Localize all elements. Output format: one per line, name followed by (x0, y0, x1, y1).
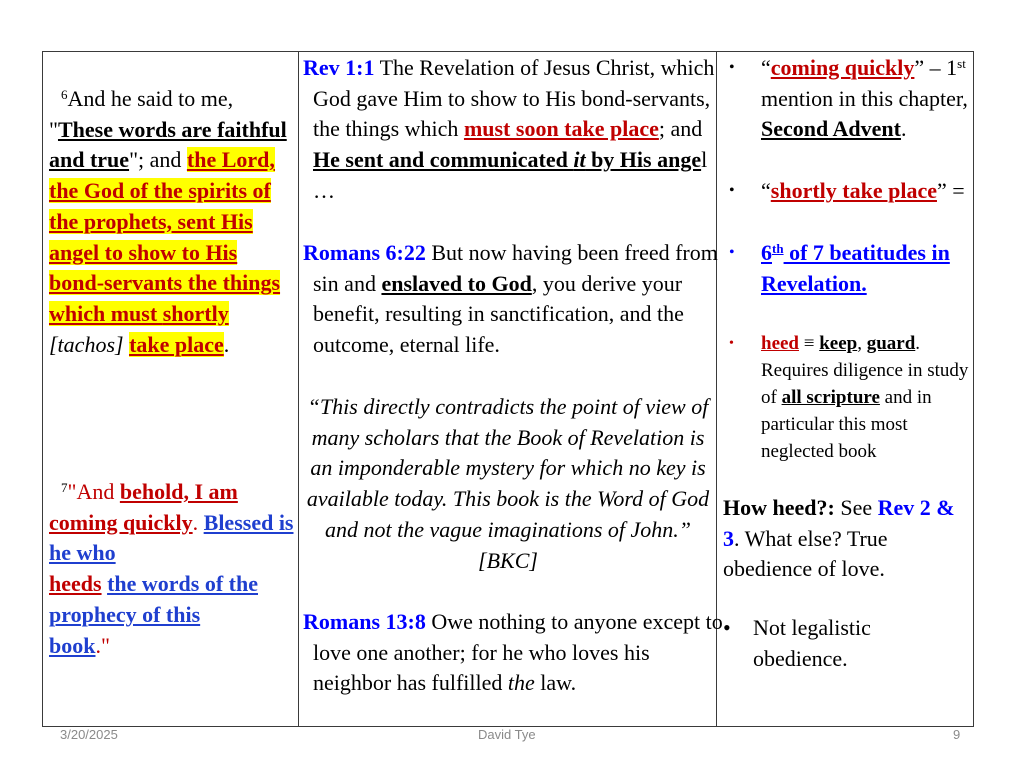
note-shortly-take-place: • “shortly take place” = (723, 176, 969, 207)
quote-source: [BKC] (478, 547, 538, 573)
content-table (42, 51, 974, 727)
bullet-icon: • (723, 615, 731, 640)
footer-author: David Tye (478, 727, 536, 742)
verse-number: 6 (61, 87, 68, 102)
footer-page-number: 9 (953, 727, 961, 742)
verse-number: 7 (61, 480, 68, 495)
how-heed: How heed?: See Rev 2 & 3. What else? True obedience of love. (723, 495, 955, 582)
notes-column (717, 52, 973, 726)
reference-rev-1-1: Rev 1:1 (303, 55, 375, 80)
scripture-column (43, 52, 299, 726)
rev-1-1-passage: Rev 1:1 The Revelation of Jesus Christ, which God gave Him to show to His bond-servants, the things which must soon take place; and He sent and communicated it by His angel … (303, 55, 715, 203)
romans-6-22-passage: Romans 6:22 But now having been freed from sin and enslaved to God, you derive your benefit, resulting in sanctification, and the outcome, eternal life. (303, 240, 718, 358)
verse-7: $^7$"And behold, I am coming quickly. Blessed is he who heeds the words of the prophecy of this book." (49, 479, 294, 658)
reference-romans-6-22: Romans 6:22 (303, 240, 426, 265)
reference-romans-13-8: Romans 13:8 (303, 609, 426, 634)
note-beatitude: • 6th of 7 beatitudes in Revelation. (729, 240, 950, 296)
note-heed: • heed ≡ keep, guard. Requires diligence in study of all scripture and in particular this most neglected book (723, 330, 969, 465)
verse-6: $^6$And he said to me, "These words are faithful and true"; and the Lord, the God of the spirits of the prophets, sent His angel to show to His bond-servants the things which must shortly [tachos] take place. (49, 86, 287, 357)
bullet-icon: • (729, 59, 735, 76)
romans-13-8-passage: Romans 13:8 Owe nothing to anyone except to love one another; for he who loves his neighbor has fulfilled the law. (303, 609, 723, 696)
commentary-column (299, 52, 723, 726)
bullet-icon: • (729, 182, 735, 199)
bkc-quote: “This directly contradicts the point of view of many scholars that the Book of Revelation is an imponderable mystery for which no key is available today. This book is the Word of God and not the vague imaginations of John.” [BKC] (306, 394, 710, 573)
bullet-icon: • (729, 336, 734, 351)
footer-date: 3/20/2025 (60, 727, 118, 742)
note-not-legalistic: • Not legalistic obedience. (723, 615, 871, 671)
note-coming-quickly: • “coming quickly” – 1st mention in this chapter, Second Advent. (729, 55, 968, 142)
bullet-icon: • (729, 244, 735, 261)
